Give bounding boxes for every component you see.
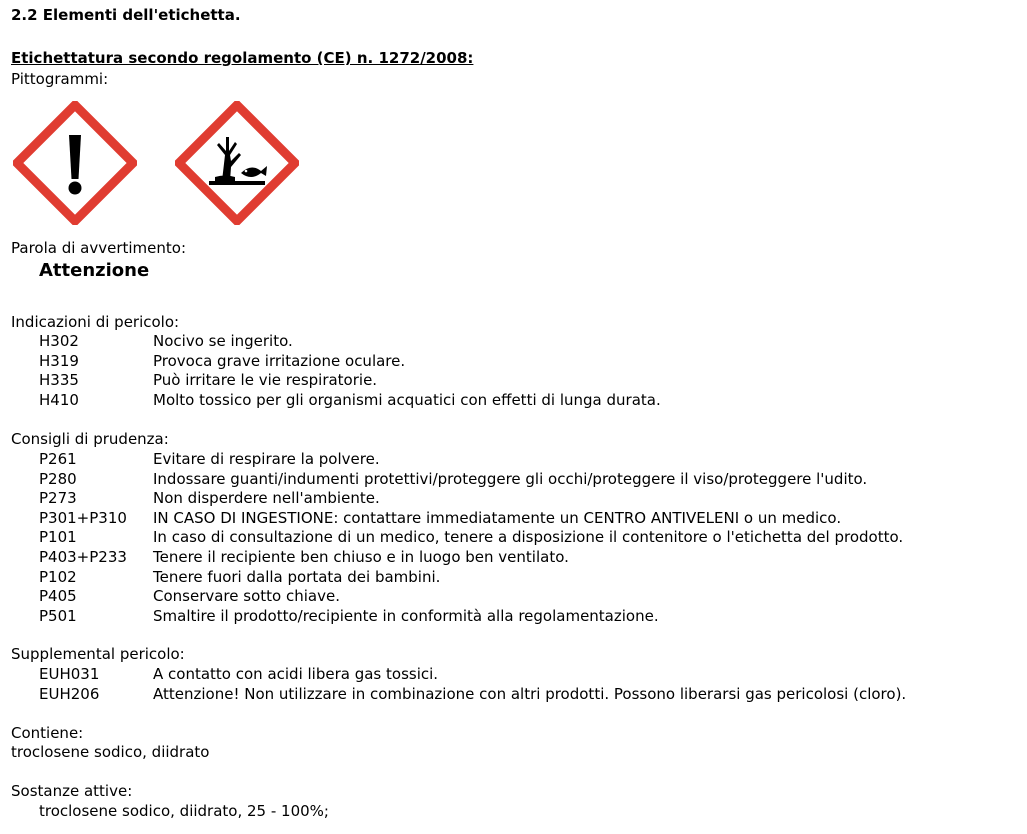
statement-code: P261 xyxy=(39,450,77,468)
statement-text: IN CASO DI INGESTIONE: contattare immediatamente un CENTRO ANTIVELENI o un medico. xyxy=(153,508,842,527)
active-substances-value: troclosene sodico, diidrato, 25 - 100%; xyxy=(39,802,329,820)
hazard-statement xyxy=(39,332,661,352)
precautionary-statement xyxy=(39,607,903,627)
pictograms-label: Pittogrammi: xyxy=(11,70,109,88)
precautionary-statement xyxy=(39,528,903,548)
statement-code: EUH206 xyxy=(39,684,100,703)
precautionary-statement xyxy=(39,568,903,588)
statement-text: Molto tossico per gli organismi acquatici con effetti di lunga durata. xyxy=(153,390,661,409)
supplemental-statement-list xyxy=(39,665,906,704)
statement-code: P102 xyxy=(39,567,77,586)
statement-text: In caso di consultazione di un medico, tenere a disposizione il contenitore o l'etichetta del prodotto. xyxy=(153,528,904,547)
statement-code: P405 xyxy=(39,587,77,606)
hazard-label: Indicazioni di pericolo: xyxy=(11,313,180,331)
statement-code: H302 xyxy=(39,332,79,350)
pictogram-row xyxy=(13,101,299,227)
precautionary-statement xyxy=(39,470,903,490)
statement-code: P301+P310 xyxy=(39,508,127,527)
statement-text: Tenere il recipiente ben chiuso e in luogo ben ventilato. xyxy=(153,547,569,566)
hazard-statement-list xyxy=(39,332,661,410)
statement-text: Evitare di respirare la polvere. xyxy=(153,450,380,468)
statement-code: P280 xyxy=(39,469,77,488)
precaution-label: Consigli di prudenza: xyxy=(11,430,169,448)
statement-code: P101 xyxy=(39,528,77,547)
environment-dead-tree-fish-icon xyxy=(175,101,299,225)
statement-text: Può irritare le vie respiratorie. xyxy=(153,371,378,390)
statement-text: Nocivo se ingerito. xyxy=(153,332,293,350)
signal-word-label: Parola di avvertimento: xyxy=(11,239,187,257)
statement-code: P501 xyxy=(39,606,77,625)
statement-text: Attenzione! Non utilizzare in combinazione con altri prodotti. Possono liberarsi gas pericolosi (cloro). xyxy=(153,684,907,703)
precautionary-statement xyxy=(39,587,903,607)
hazard-statement xyxy=(39,371,661,391)
statement-code: H410 xyxy=(39,390,79,409)
statement-code: EUH031 xyxy=(39,665,100,683)
supplemental-statement xyxy=(39,665,906,685)
supplemental-label: Supplemental pericolo: xyxy=(11,645,185,663)
signal-word: Attenzione xyxy=(39,260,150,281)
statement-text: Provoca grave irritazione oculare. xyxy=(153,351,406,370)
exclamation-mark-icon xyxy=(13,101,137,225)
contains-value: troclosene sodico, diidrato xyxy=(11,743,210,761)
statement-text: A contatto con acidi libera gas tossici. xyxy=(153,665,439,683)
statement-text: Conservare sotto chiave. xyxy=(153,587,340,606)
statement-text: Tenere fuori dalla portata dei bambini. xyxy=(153,567,441,586)
regulation-heading: Etichettatura secondo regolamento (CE) n. 1272/2008: xyxy=(11,49,474,67)
statement-text: Indossare guanti/indumenti protettivi/proteggere gli occhi/proteggere il viso/proteggere l'udito. xyxy=(153,469,868,488)
statement-code: P273 xyxy=(39,489,77,508)
contains-label: Contiene: xyxy=(11,724,84,742)
active-substances-label: Sostanze attive: xyxy=(11,782,133,800)
precautionary-statement xyxy=(39,509,903,529)
statement-text: Non disperdere nell'ambiente. xyxy=(153,489,380,508)
supplemental-statement xyxy=(39,685,906,705)
section-title: 2.2 Elementi dell'etichetta. xyxy=(11,6,241,24)
hazard-statement xyxy=(39,391,661,411)
precautionary-statement-list xyxy=(39,450,903,626)
hazard-statement xyxy=(39,352,661,372)
statement-text: Smaltire il prodotto/recipiente in conformità alla regolamentazione. xyxy=(153,606,659,625)
precautionary-statement xyxy=(39,450,903,470)
statement-code: H335 xyxy=(39,371,79,390)
statement-code: H319 xyxy=(39,351,79,370)
precautionary-statement xyxy=(39,548,903,568)
statement-code: P403+P233 xyxy=(39,547,127,566)
precautionary-statement xyxy=(39,489,903,509)
